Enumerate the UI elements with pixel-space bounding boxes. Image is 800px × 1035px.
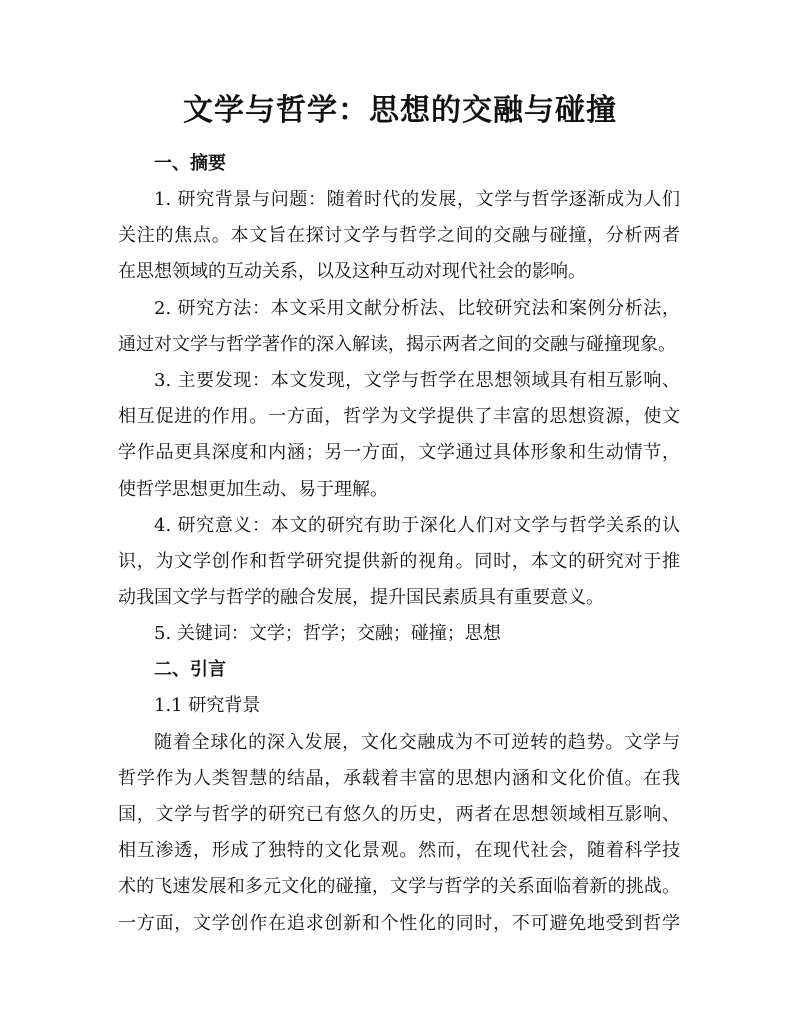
text-line: 相互促进的作用。一方面，哲学为文学提供了丰富的思想资源，使文 xyxy=(118,406,680,428)
text-line: 相互渗透，形成了独特的文化景观。然而，在现代社会，随着科学技 xyxy=(118,840,680,862)
text-line: 哲学作为人类智慧的结晶，承载着丰富的思想内涵和文化价值。在我 xyxy=(118,767,680,789)
text-line: 术的飞速发展和多元文化的碰撞，文学与哲学的关系面临着新的挑战。 xyxy=(118,876,680,898)
text-line: 关注的焦点。本文旨在探讨文学与哲学之间的交融与碰撞，分析两者 xyxy=(118,225,680,247)
text-line: 3. 主要发现：本文发现，文学与哲学在思想领域具有相互影响、 xyxy=(154,369,680,391)
text-line: 动我国文学与哲学的融合发展，提升国民素质具有重要意义。 xyxy=(118,587,604,609)
text-line: 通过对文学与哲学著作的深入解读，揭示两者之间的交融与碰撞现象。 xyxy=(118,333,676,355)
text-line: 学作品更具深度和内涵；另一方面，文学通过具体形象和生动情节， xyxy=(118,442,680,464)
text-line: 随着全球化的深入发展，文化交融成为不可逆转的趋势。文学与 xyxy=(154,731,680,753)
section-heading-introduction: 二、引言 xyxy=(154,659,226,681)
text-line: 5. 关键词：文学；哲学；交融；碰撞；思想 xyxy=(154,623,501,645)
text-line: 国，文学与哲学的研究已有悠久的历史，两者在思想领域相互影响、 xyxy=(118,804,680,825)
section-heading-abstract: 一、摘要 xyxy=(154,153,226,174)
document-title: 文学与哲学：思想的交融与碰撞 xyxy=(183,93,617,128)
text-line: 使哲学思想更加生动、易于理解。 xyxy=(118,478,388,500)
subsection-heading-background: 1.1 研究背景 xyxy=(154,695,261,717)
text-line: 一方面，文学创作在追求创新和个性化的同时，不可避免地受到哲学 xyxy=(118,912,680,934)
abstract-item-3 xyxy=(118,363,680,508)
text-line: 在思想领域的互动关系，以及这种互动对现代社会的影响。 xyxy=(118,261,586,283)
text-line: 2. 研究方法：本文采用文献分析法、比较研究法和案例分析法， xyxy=(154,297,680,319)
text-line: 识，为文学创作和哲学研究提供新的视角。同时，本文的研究对于推 xyxy=(118,550,680,572)
intro-paragraph xyxy=(118,725,680,942)
abstract-item-1 xyxy=(118,182,680,291)
abstract-item-4 xyxy=(118,508,680,617)
abstract-item-5 xyxy=(118,616,680,652)
text-line: 4. 研究意义：本文的研究有助于深化人们对文学与哲学关系的认 xyxy=(154,514,680,536)
abstract-item-2 xyxy=(118,291,680,363)
text-line: 1. 研究背景与问题：随着时代的发展，文学与哲学逐渐成为人们 xyxy=(154,189,680,210)
document-body xyxy=(118,146,680,942)
